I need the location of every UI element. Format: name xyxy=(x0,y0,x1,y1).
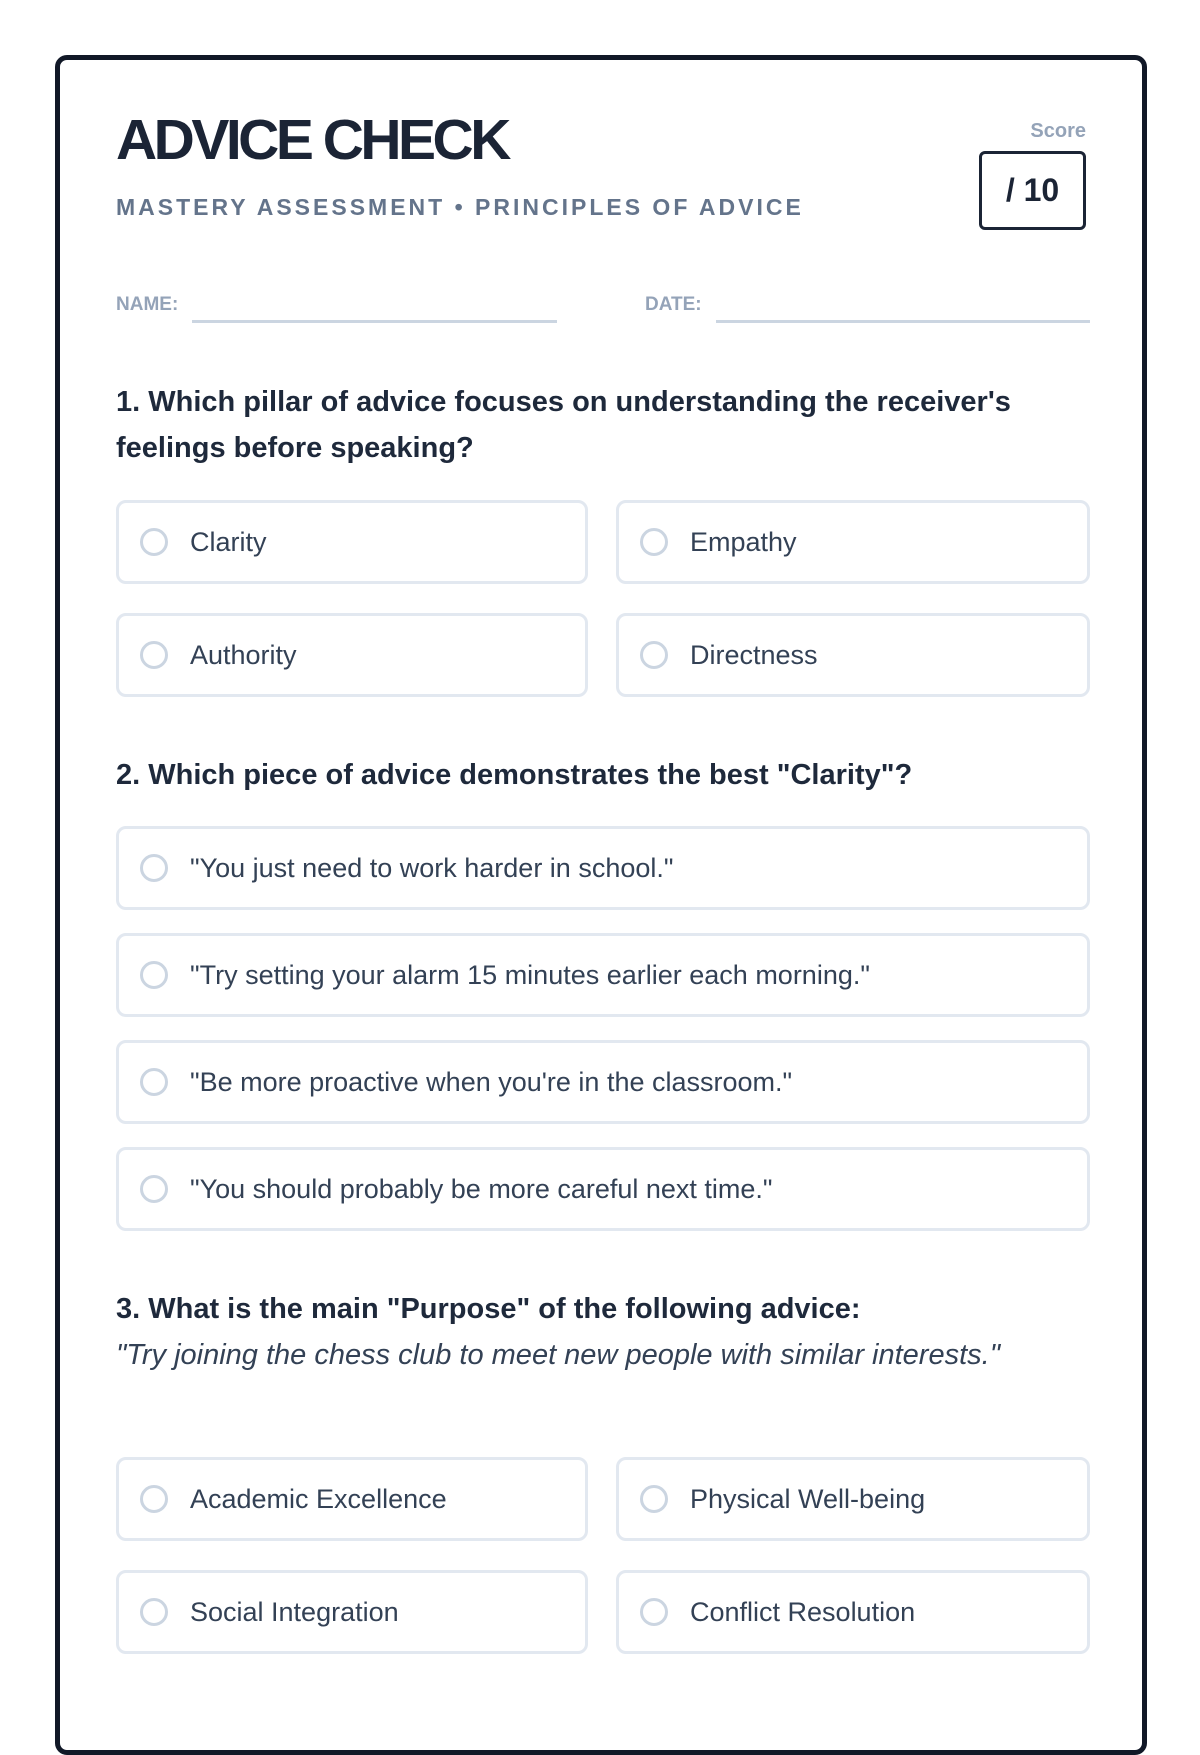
question-1-text: 1. Which pillar of advice focuses on understanding the receiver's feelings before speaking? xyxy=(116,386,1011,464)
radio-circle-icon[interactable] xyxy=(140,1068,168,1096)
option-label: Physical Well-being xyxy=(690,1483,926,1514)
score-box xyxy=(979,151,1086,230)
q2-option-a[interactable] xyxy=(116,826,1090,910)
radio-circle-icon[interactable] xyxy=(140,1485,168,1513)
option-label: "You just need to work harder in school." xyxy=(190,852,674,883)
option-label: Directness xyxy=(690,639,818,670)
q1-option-empathy[interactable] xyxy=(616,500,1090,584)
option-label: Academic Excellence xyxy=(190,1483,447,1514)
q1-option-directness[interactable] xyxy=(616,613,1090,697)
radio-circle-icon[interactable] xyxy=(640,641,668,669)
q2-option-c[interactable] xyxy=(116,1040,1090,1124)
q1-option-authority[interactable] xyxy=(116,613,588,697)
q1-option-clarity[interactable] xyxy=(116,500,588,584)
option-label: Social Integration xyxy=(190,1596,399,1627)
option-label: Clarity xyxy=(190,526,267,557)
option-label: "Try setting your alarm 15 minutes earlier each morning." xyxy=(190,959,870,990)
question-3-text: 3. What is the main "Purpose" of the following advice: xyxy=(116,1293,861,1325)
option-label: Authority xyxy=(190,639,297,670)
q3-option-conflict[interactable] xyxy=(616,1570,1090,1654)
date-field[interactable] xyxy=(645,290,1090,320)
date-line[interactable] xyxy=(716,320,1090,323)
worksheet-card xyxy=(55,55,1147,1755)
q3-option-physical[interactable] xyxy=(616,1457,1090,1541)
page-subtitle: MASTERY ASSESSMENT • PRINCIPLES OF ADVICE xyxy=(116,194,804,220)
radio-circle-icon[interactable] xyxy=(140,961,168,989)
q3-option-academic[interactable] xyxy=(116,1457,588,1541)
radio-circle-icon[interactable] xyxy=(140,641,168,669)
page-title: ADVICE CHECK xyxy=(116,108,508,172)
radio-circle-icon[interactable] xyxy=(140,854,168,882)
radio-circle-icon[interactable] xyxy=(140,1175,168,1203)
option-label: "You should probably be more careful next time." xyxy=(190,1173,773,1204)
score-value: / 10 xyxy=(1005,172,1060,208)
radio-circle-icon[interactable] xyxy=(640,1598,668,1626)
question-2-text: 2. Which piece of advice demonstrates the best "Clarity"? xyxy=(116,759,913,791)
option-label: "Be more proactive when you're in the classroom." xyxy=(190,1066,793,1097)
name-label: NAME: xyxy=(116,294,179,315)
option-label: Empathy xyxy=(690,526,797,557)
name-line[interactable] xyxy=(192,320,557,323)
question-3-quote: "Try joining the chess club to meet new people with similar interests." xyxy=(116,1339,1000,1371)
option-label: Conflict Resolution xyxy=(690,1596,916,1627)
date-label: DATE: xyxy=(645,294,702,315)
radio-circle-icon[interactable] xyxy=(640,1485,668,1513)
q2-option-d[interactable] xyxy=(116,1147,1090,1231)
name-date-row xyxy=(116,290,1086,320)
q2-option-b[interactable] xyxy=(116,933,1090,1017)
radio-circle-icon[interactable] xyxy=(140,1598,168,1626)
score-label: Score xyxy=(1030,120,1086,142)
radio-circle-icon[interactable] xyxy=(140,528,168,556)
name-field[interactable] xyxy=(116,290,562,320)
radio-circle-icon[interactable] xyxy=(640,528,668,556)
q3-option-social[interactable] xyxy=(116,1570,588,1654)
